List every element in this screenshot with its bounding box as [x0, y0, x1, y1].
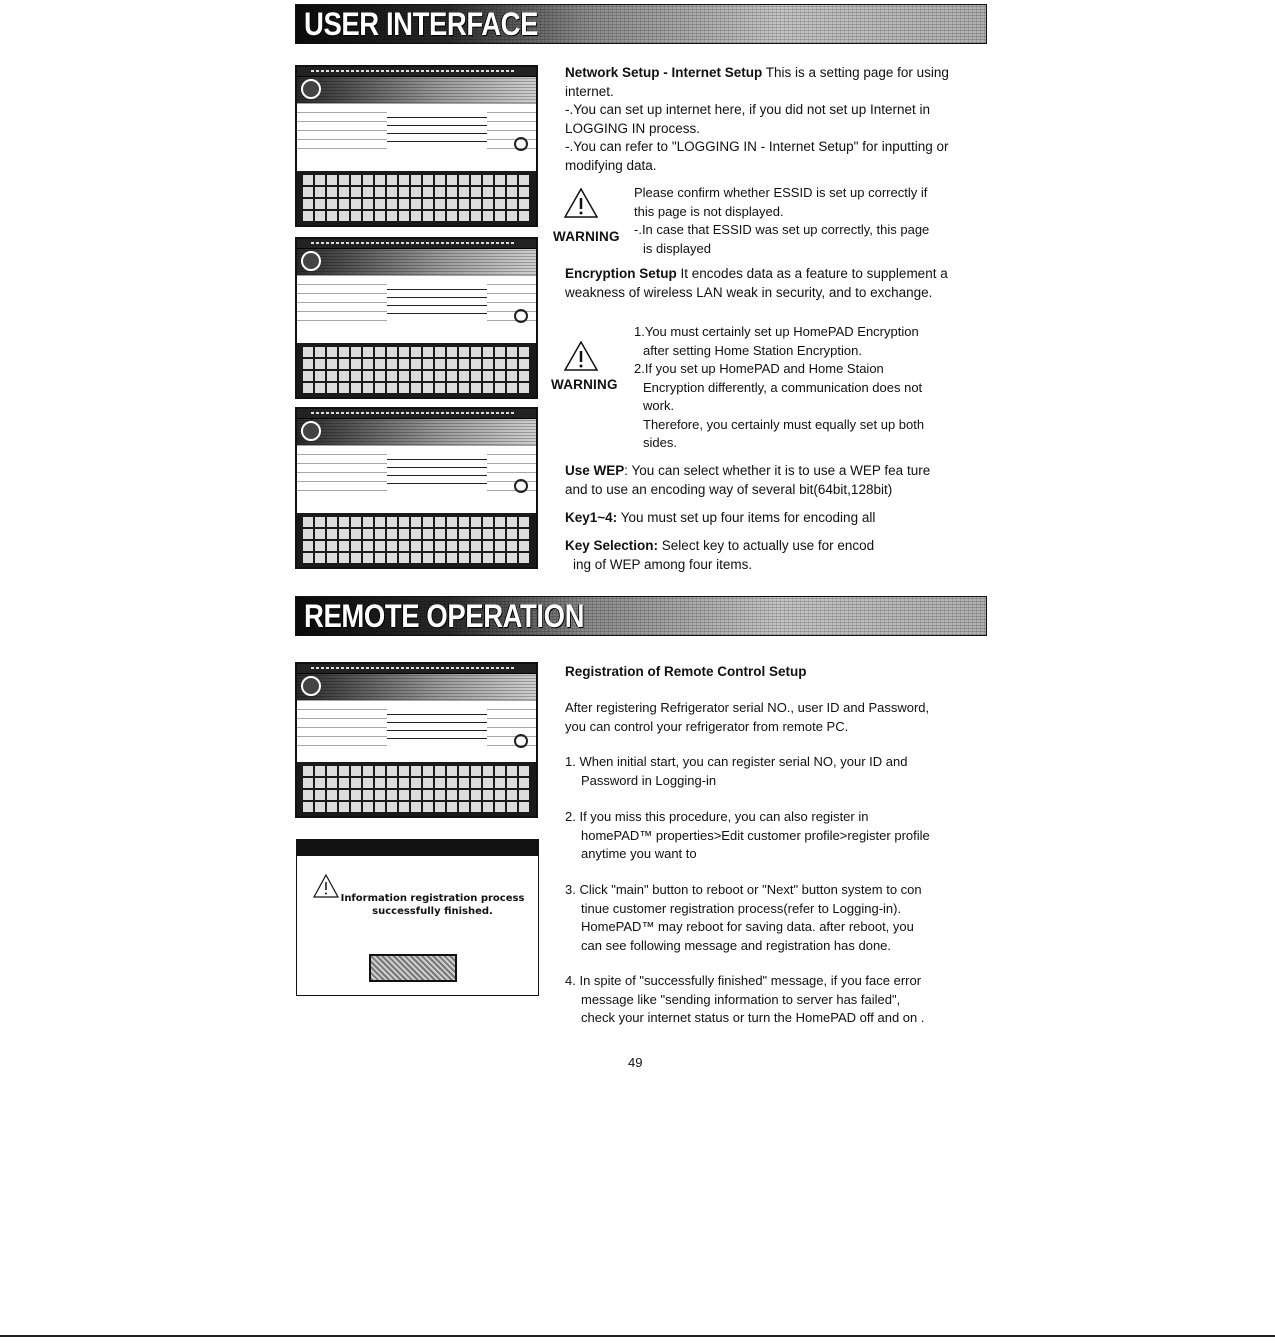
dialog-message-line2: successfully finished. — [372, 906, 493, 917]
warning1-text: Please confirm whether ESSID is set up correctly if this page is not displayed. -.In case that ESSID was set up correctly, this page is displayed — [634, 185, 930, 256]
network-setup-paragraph: Network Setup - Internet Setup This is a setting page for using internet. -.You can set up internet here, if you did not set up Internet in LOGGING IN process. -.You can refer to "LOGGING IN - Internet Setup" for inputting or modifying data. — [565, 65, 949, 173]
remote-step-4: 4. In spite of "successfully finished" message, if you face error message like "sending information to server has failed", check your internet status or turn the HomePAD off and on . — [565, 973, 925, 1025]
homepad-logo-icon — [301, 251, 321, 271]
wep-setup-screenshot — [295, 407, 538, 569]
page-number: 49 — [628, 1055, 643, 1070]
warning-triangle-icon — [564, 341, 598, 371]
remote-step-3: 3. Click "main" button to reboot or "Next" button system to con tinue customer registration process(refer to Logging-in). HomePAD™ may reboot for saving data. after reboot, you can see following message and registration has done. — [565, 882, 922, 953]
remote-heading: Registration of Remote Control Setup — [565, 664, 807, 679]
onscreen-keyboard — [297, 513, 536, 567]
encryption-heading: Encryption Setup — [565, 266, 677, 281]
warning-triangle-icon — [564, 188, 598, 218]
bottom-rule — [0, 1335, 1275, 1337]
network-setup-screenshot — [295, 65, 538, 227]
key-selection-paragraph: Key Selection: Select key to actually use for encod ing of WEP among four items. — [565, 538, 875, 572]
warning-label: WARNING — [551, 377, 618, 392]
keys-heading: Key1~4: — [565, 510, 618, 525]
warning-label: WARNING — [553, 229, 620, 244]
warning2-text: 1.You must certainly set up HomePAD Encryption after setting Home Station Encryption. 2.If you set up HomePAD and Home Staion Encryption differently, a communication does not work. Therefore, you certainly must equally set up both sides. — [634, 324, 925, 450]
use-wep-paragraph: Use WEP: You can select whether it is to use a WEP fea ture and to use an encoding way of several bit(64bit,128bit) — [565, 463, 931, 497]
homepad-logo-icon — [301, 79, 321, 99]
dialog-ok-button[interactable] — [369, 954, 457, 982]
use-wep-heading: Use WEP — [565, 463, 625, 478]
key-selection-heading: Key Selection: — [565, 538, 659, 553]
network-setup-heading: Network Setup - Internet Setup — [565, 65, 763, 80]
go-button-icon — [514, 309, 528, 323]
remote-step-1: 1. When initial start, you can register serial NO, your ID and Password in Logging-in — [565, 754, 908, 788]
onscreen-keyboard — [297, 762, 536, 816]
warning-triangle-icon — [313, 874, 339, 898]
encryption-paragraph: Encryption Setup It encodes data as a feature to supplement a weakness of wireless LAN weak in security, and to exchange. — [565, 266, 948, 300]
go-button-icon — [514, 479, 528, 493]
user-interface-banner — [295, 4, 987, 44]
remote-operation-banner — [295, 596, 987, 636]
remote-step-2: 2. If you miss this procedure, you can also register in homePAD™ properties>Edit customer profile>register profile anytime you want to — [565, 809, 930, 861]
registration-finished-dialog — [296, 839, 539, 996]
go-button-icon — [514, 137, 528, 151]
keys-paragraph: Key1~4: You must set up four items for encoding all — [565, 510, 876, 525]
user-interface-title: USER INTERFACE — [304, 6, 539, 42]
onscreen-keyboard — [297, 171, 536, 225]
homepad-logo-icon — [301, 421, 321, 441]
network-setup-logo-icon — [301, 676, 321, 696]
remote-operation-title: REMOTE OPERATION — [304, 598, 585, 634]
dialog-message-line1: Information registration process — [340, 893, 525, 904]
go-button-icon — [514, 734, 528, 748]
remote-intro: After registering Refrigerator serial NO., user ID and Password, you can control your refrigerator from remote PC. — [565, 700, 930, 734]
onscreen-keyboard — [297, 343, 536, 397]
remote-registration-screenshot — [295, 662, 538, 818]
encryption-setup-screenshot — [295, 237, 538, 399]
